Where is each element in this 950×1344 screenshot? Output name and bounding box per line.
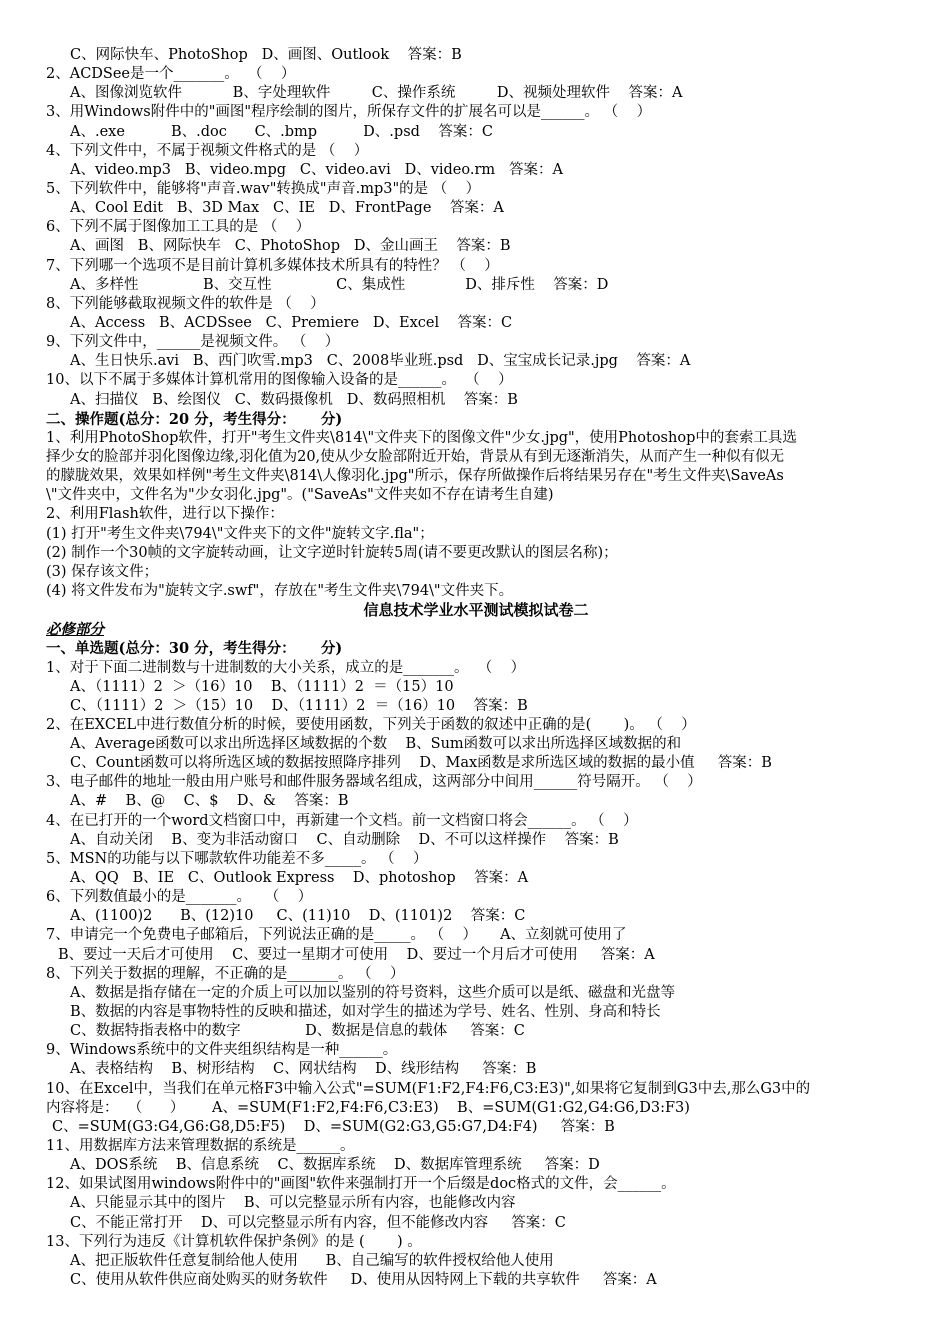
text-line: 4、在已打开的一个word文档窗口中，再新建一个文档。前一文档窗口将会______。 （ ）	[46, 812, 638, 829]
text-line: 二、操作题(总分：20 分，考生得分： 分)	[46, 410, 343, 428]
text-line: A、扫描仪 B、绘图仪 C、数码摄像机 D、数码照相机 答案：B	[70, 391, 518, 408]
text-line: A、（1111）2 ＞（16）10 B、（1111）2 ＝（15）10	[70, 678, 454, 695]
text-line: C、（1111）2 ＞（15）10 D、（1111）2 ＝（16）10 答案：B	[70, 697, 528, 714]
text-line: 2、在EXCEL中进行数值分析的时候，要使用函数，下列关于函数的叙述中正确的是( )。 （ ）	[46, 716, 696, 733]
text-line: C、网际快车、PhotoShop D、画图、Outlook 答案：B	[70, 47, 462, 63]
text-line: 9、Windows系统中的文件夹组织结构是一种______。	[46, 1042, 398, 1059]
text-line: 信息技术学业水平测试模拟试卷二	[363, 601, 589, 620]
text-line: A、画图 B、网际快车 C、PhotoShop D、金山画王 答案：B	[70, 238, 511, 255]
text-line: 3、用Windows附件中的"画图"程序绘制的图片，所保存文件的扩展名可以是______。 （ ）	[46, 104, 652, 121]
text-line: 3、电子邮件的地址一般由用户账号和邮件服务器域名组成，这两部分中间用______符号隔开。 （ ）	[46, 774, 702, 791]
text-line: A、把正版软件任意复制给他人使用 B、自己编写的软件授权给他人使用	[70, 1252, 554, 1269]
text-line: 必修部分	[46, 621, 104, 639]
text-line: A、Average函数可以求出所选择区域数据的个数 B、Sum函数可以求出所选择区域数据的和	[70, 736, 682, 753]
text-line: 10、以下不属于多媒体计算机常用的图像输入设备的是______。 （ ）	[46, 372, 513, 389]
exam-document	[46, 46, 906, 1290]
text-line: B、要过一天后才可使用 C、要过一星期才可使用 D、要过一个月后才可使用 答案：A	[58, 946, 655, 963]
text-line: 内容将是： （ ） A、=SUM(F1:F2,F4:F6,C3:E3) B、=SUM(G1:G2,G4:G6,D3:F3)	[46, 1099, 690, 1116]
text-line: 2、利用Flash软件，进行以下操作：	[46, 506, 284, 523]
text-line: 13、下列行为违反《计算机软件保护条例》的是 ( ) 。	[46, 1233, 422, 1250]
text-line: C、=SUM(G3:G4,G6:G8,D5:F5) D、=SUM(G2:G3,G5:G7,D4:F4) 答案：B	[52, 1118, 615, 1135]
text-line: (4) 将文件发布为"旋转文字.swf"，存放在"考生文件夹\794\"文件夹下。	[46, 582, 514, 599]
text-line: 12、如果试图用windows附件中的"画图"软件来强制打开一个后缀是doc格式的文件，会______。	[46, 1176, 676, 1193]
text-line: 6、下列数值最小的是_______。 （ ）	[46, 889, 313, 906]
text-line: \"文件夹中，文件名为"少女羽化.jpg"。("SaveAs"文件夹如不存在请考生自建)	[46, 487, 554, 504]
text-line: A、.exe B、.doc C、.bmp D、.psd 答案：C	[70, 123, 493, 140]
text-line: A、Cool Edit B、3D Max C、IE D、FrontPage 答案：A	[70, 200, 504, 217]
text-line: A、DOS系统 B、信息系统 C、数据库系统 D、数据库管理系统 答案：D	[70, 1157, 600, 1174]
text-line: (3) 保存该文件；	[46, 563, 159, 580]
text-line: 2、ACDSee是一个_______。 （ ）	[46, 66, 296, 83]
text-line: A、生日快乐.avi B、西门吹雪.mp3 C、2008毕业班.psd D、宝宝成长记录.jpg 答案：A	[70, 353, 691, 370]
text-line: 择少女的脸部并羽化图像边缘,羽化值为20,使从少女脸部附近开始，背景从有到无逐渐消失，从而产生一种似有似无	[46, 448, 785, 465]
text-line: 8、下列能够截取视频文件的软件是 （ ）	[46, 295, 325, 312]
text-line: 11、用数据库方法来管理数据的系统是______。	[46, 1138, 355, 1155]
text-line: (2) 制作一个30帧的文字旋转动画，让文字逆时针旋转5周(请不要更改默认的图层名称)；	[46, 544, 618, 561]
text-line: C、不能正常打开 D、可以完整显示所有内容，但不能修改内容 答案：C	[70, 1214, 566, 1231]
text-line: A、QQ B、IE C、Outlook Express D、photoshop 答案：A	[70, 870, 529, 887]
text-line: 10、在Excel中，当我们在单元格F3中输入公式"=SUM(F1:F2,F4:F6,C3:E3)",如果将它复制到G3中去,那么G3中的	[46, 1080, 811, 1097]
text-line: A、Access B、ACDSsee C、Premiere D、Excel 答案：C	[70, 314, 513, 331]
text-line: 7、申请完一个免费电子邮箱后，下列说法正确的是_____。 （ ） A、立刻就可使用了	[46, 927, 627, 944]
text-line: C、使用从软件供应商处购买的财务软件 D、使用从因特网上下载的共享软件 答案：A	[70, 1272, 657, 1288]
text-line: B、数据的内容是事物特性的反映和描述，如对学生的描述为学号、姓名、性别、身高和特长	[70, 1004, 661, 1021]
text-line: A、图像浏览软件 B、字处理软件 C、操作系统 D、视频处理软件 答案：A	[70, 85, 683, 102]
text-line: 6、下列不属于图像加工工具的是 （ ）	[46, 219, 311, 236]
text-line: 8、下列关于数据的理解，不正确的是_______。 （ ）	[46, 965, 405, 982]
text-line: C、数据特指表格中的数字 D、数据是信息的载体 答案：C	[70, 1023, 525, 1040]
text-line: 5、MSN的功能与以下哪款软件功能差不多_____。 （ ）	[46, 850, 428, 867]
text-line: 5、下列软件中，能够将"声音.wav"转换成"声音.mp3"的是 （ ）	[46, 180, 481, 197]
text-line: A、表格结构 B、树形结构 C、网状结构 D、线形结构 答案：B	[70, 1061, 537, 1078]
text-line: 一、单选题(总分：30 分，考生得分： 分)	[46, 640, 343, 658]
text-line: A、video.mp3 B、video.mpg C、video.avi D、video.rm 答案：A	[70, 161, 563, 178]
text-line: 1、对于下面二进制数与十进制数的大小关系，成立的是_______。 （ ）	[46, 659, 526, 676]
text-line: (1) 打开"考生文件夹\794\"文件夹下的文件"旋转文字.fla"；	[46, 525, 434, 542]
text-line: A、数据是指存储在一定的介质上可以加以鉴别的符号资料，这些介质可以是纸、磁盘和光盘等	[70, 984, 675, 1001]
text-line: 1、利用PhotoShop软件，打开"考生文件夹\814\"文件夹下的图像文件"少女.jpg"，使用Photoshop中的套索工具选	[46, 429, 797, 446]
text-line: 4、下列文件中，不属于视频文件格式的是 （ ）	[46, 142, 369, 159]
text-line: 的朦胧效果，效果如样例"考生文件夹\814\人像羽化.jpg"所示，保存所做操作后将结果另存在"考生文件夹\SaveAs	[46, 468, 784, 485]
text-line: A、(1100)2 B、(12)10 C、(11)10 D、(1101)2 答案：C	[70, 908, 526, 925]
text-line: A、# B、@ C、$ D、& 答案：B	[70, 793, 349, 810]
text-line: A、多样性 B、交互性 C、集成性 D、排斥性 答案：D	[70, 276, 609, 293]
text-line: C、Count函数可以将所选区域的数据按照降序排列 D、Max函数是求所选区域的数据的最小值 答案：B	[70, 755, 772, 772]
text-line: A、只能显示其中的图片 B、可以完整显示所有内容，也能修改内容	[70, 1195, 516, 1212]
text-line: 9、下列文件中，______是视频文件。 （ ）	[46, 334, 340, 351]
text-line: A、自动关闭 B、变为非活动窗口 C、自动删除 D、不可以这样操作 答案：B	[70, 831, 619, 848]
text-line: 7、下列哪一个选项不是目前计算机多媒体技术所具有的特性？ （ ）	[46, 257, 499, 274]
